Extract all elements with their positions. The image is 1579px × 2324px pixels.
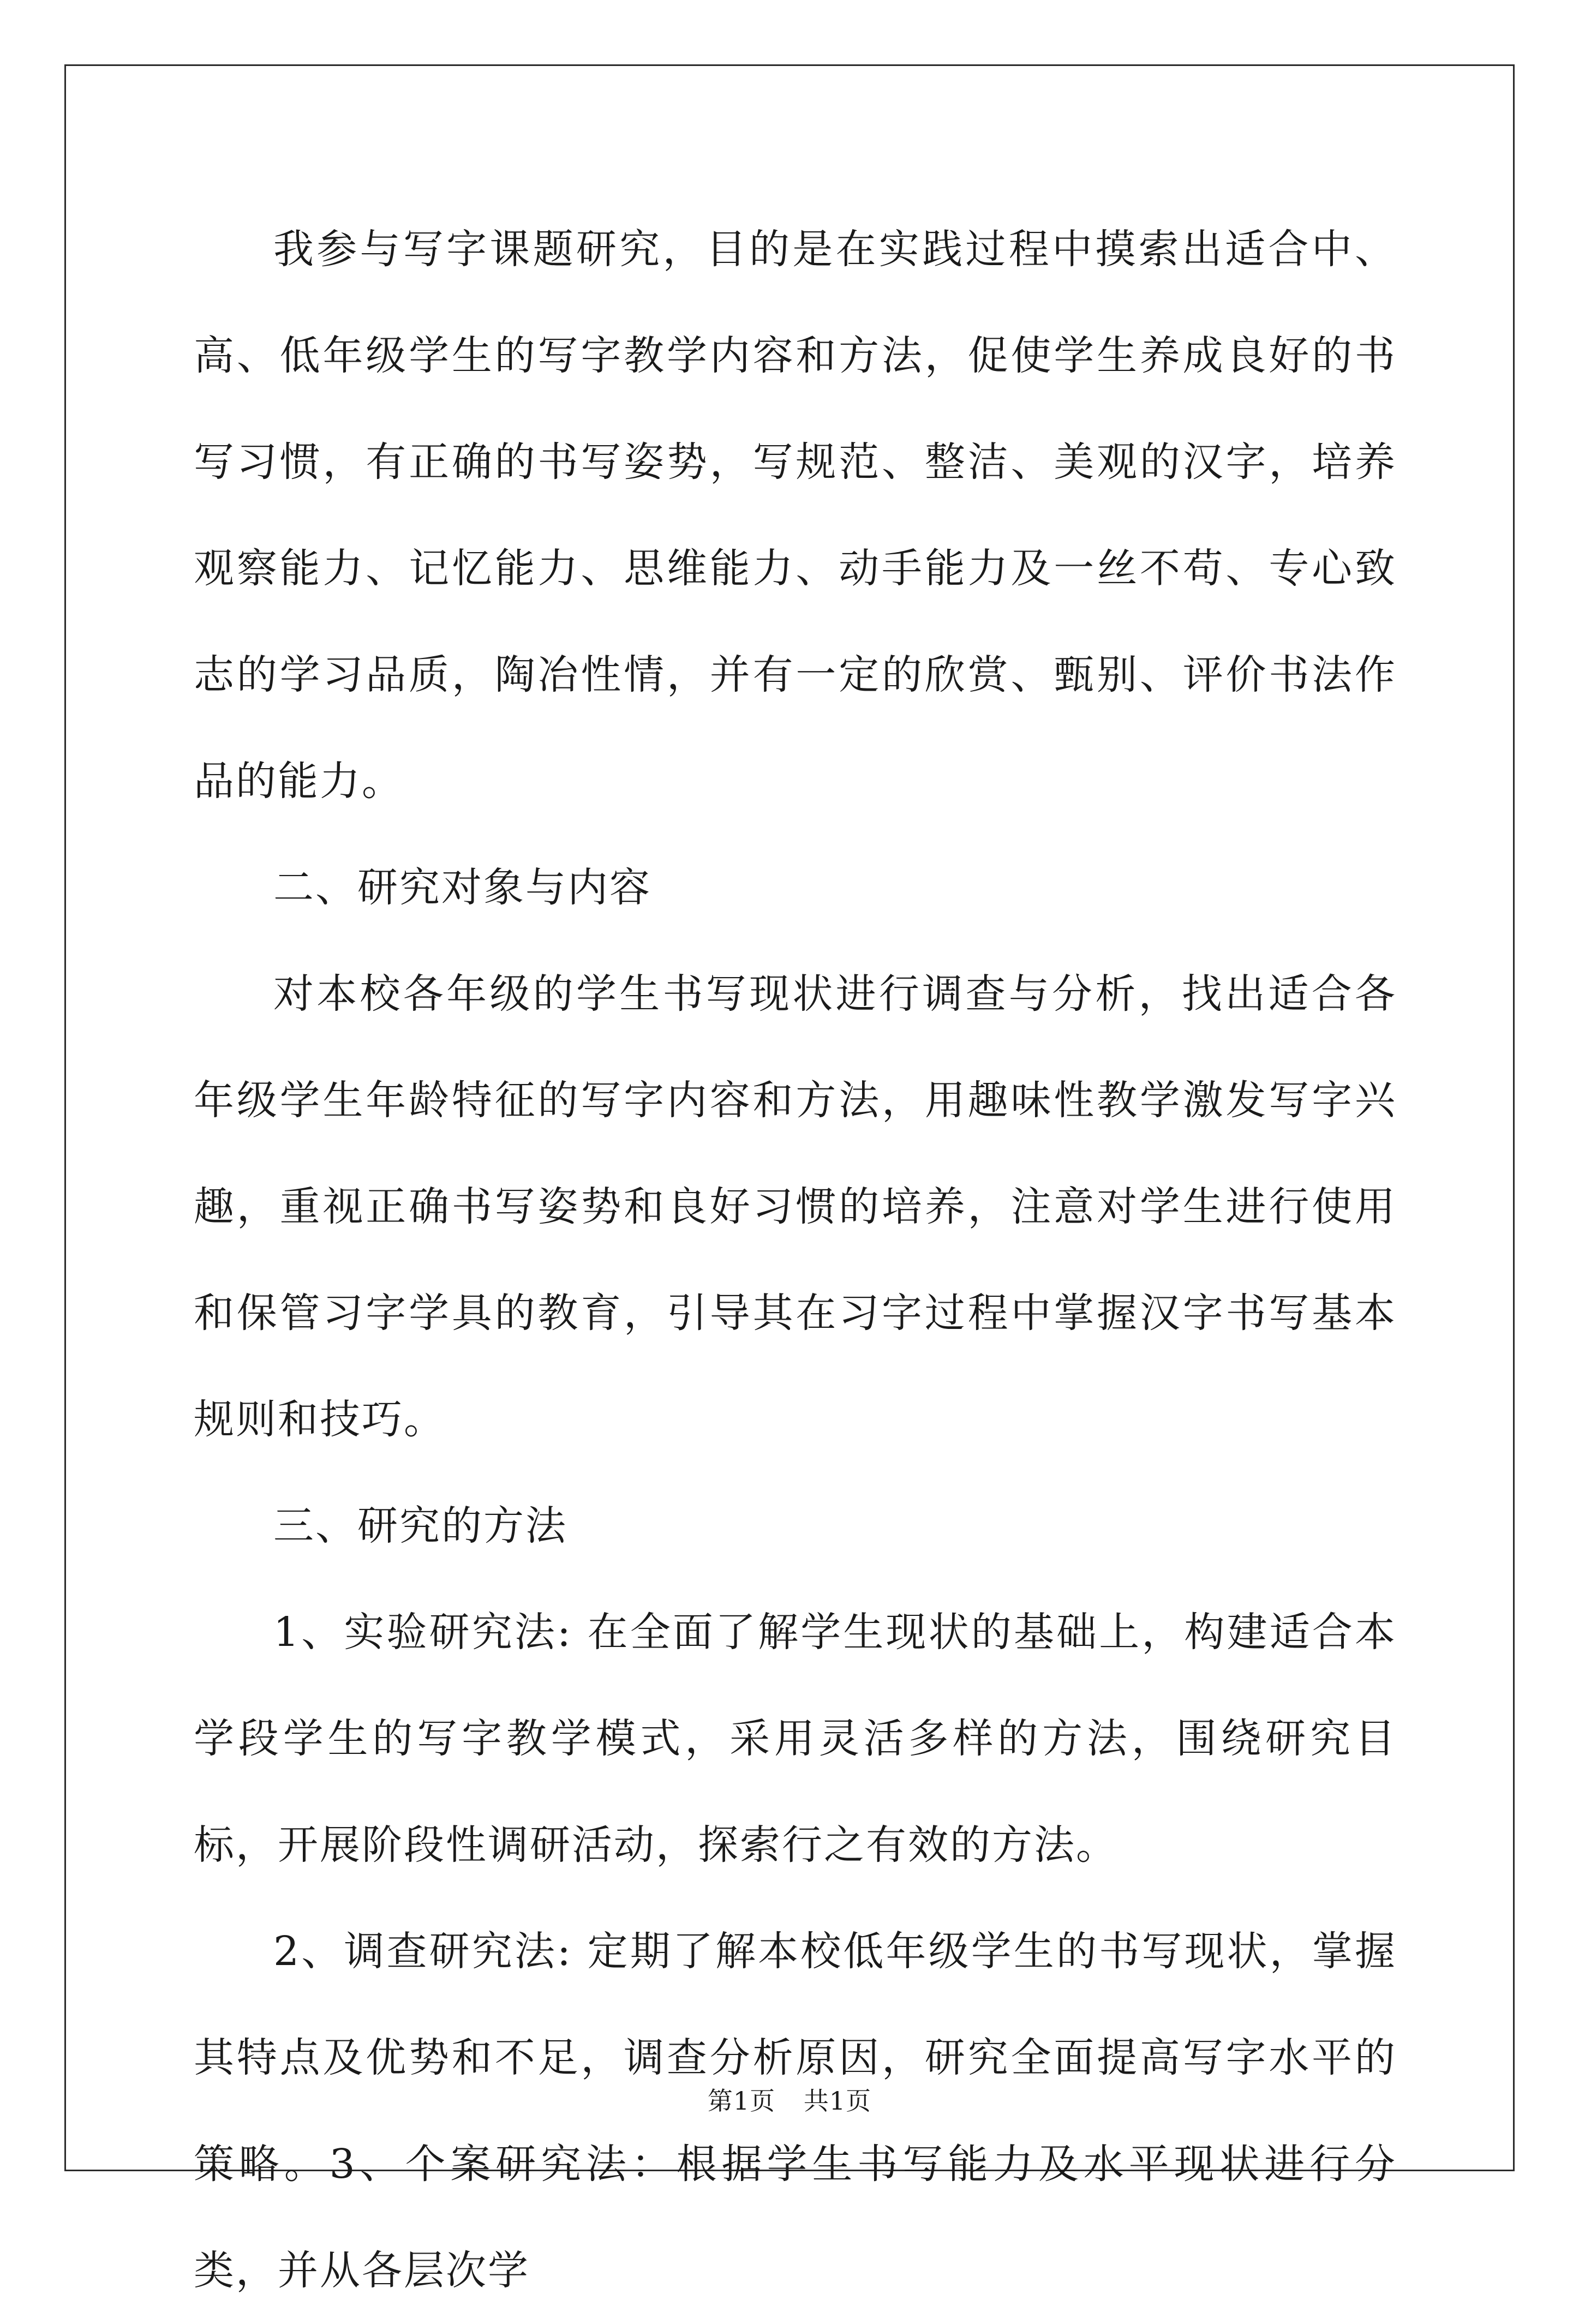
paragraph-intro: 我参与写字课题研究，目的是在实践过程中摸索出适合中、高、低年级学生的写字教学内容和方法，促使学生养成良好的书写习惯，有正确的书写姿势，写规范、整洁、美观的汉字，培养观察能力、记忆能力、思维能力、动手能力及一丝不苟、专心致志的学习品质，陶冶性情，并有一定的欣赏、甄别、评价书法作品的能力。: [194, 226, 1397, 805]
paragraph-survey-method: 2、调查研究法: 定期了解本校低年级学生的书写现状，掌握其特点及优势和不足，调查分析原因，研究全面提高写字水平的策略。3、个案研究法：根据学生书写能力及水平现状进行分类，并从各层次学: [194, 1928, 1397, 2294]
page-number-current: 第1页: [707, 2086, 776, 2116]
paragraph-experimental-method: 1、实验研究法: 在全面了解学生现状的基础上，构建适合本学段学生的写字教学模式，采用灵活多样的方法，围绕研究目标，开展阶段性调研活动，探索行之有效的方法。: [194, 1609, 1397, 1868]
document-body: [194, 196, 1397, 2324]
section-heading-research-method: 三、研究的方法: [273, 1502, 567, 1549]
page-number-total: 共1页: [803, 2086, 872, 2116]
section-heading-research-object: 二、研究对象与内容: [273, 864, 651, 911]
paragraph-research-content: 对本校各年级的学生书写现状进行调查与分析，找出适合各年级学生年龄特征的写字内容和方法，用趣味性教学激发写字兴趣，重视正确书写姿势和良好习惯的培养，注意对学生进行使用和保管习字学具的教育，引导其在习字过程中掌握汉字书写基本规则和技巧。: [194, 971, 1397, 1443]
page-footer: [0, 2081, 1579, 2117]
